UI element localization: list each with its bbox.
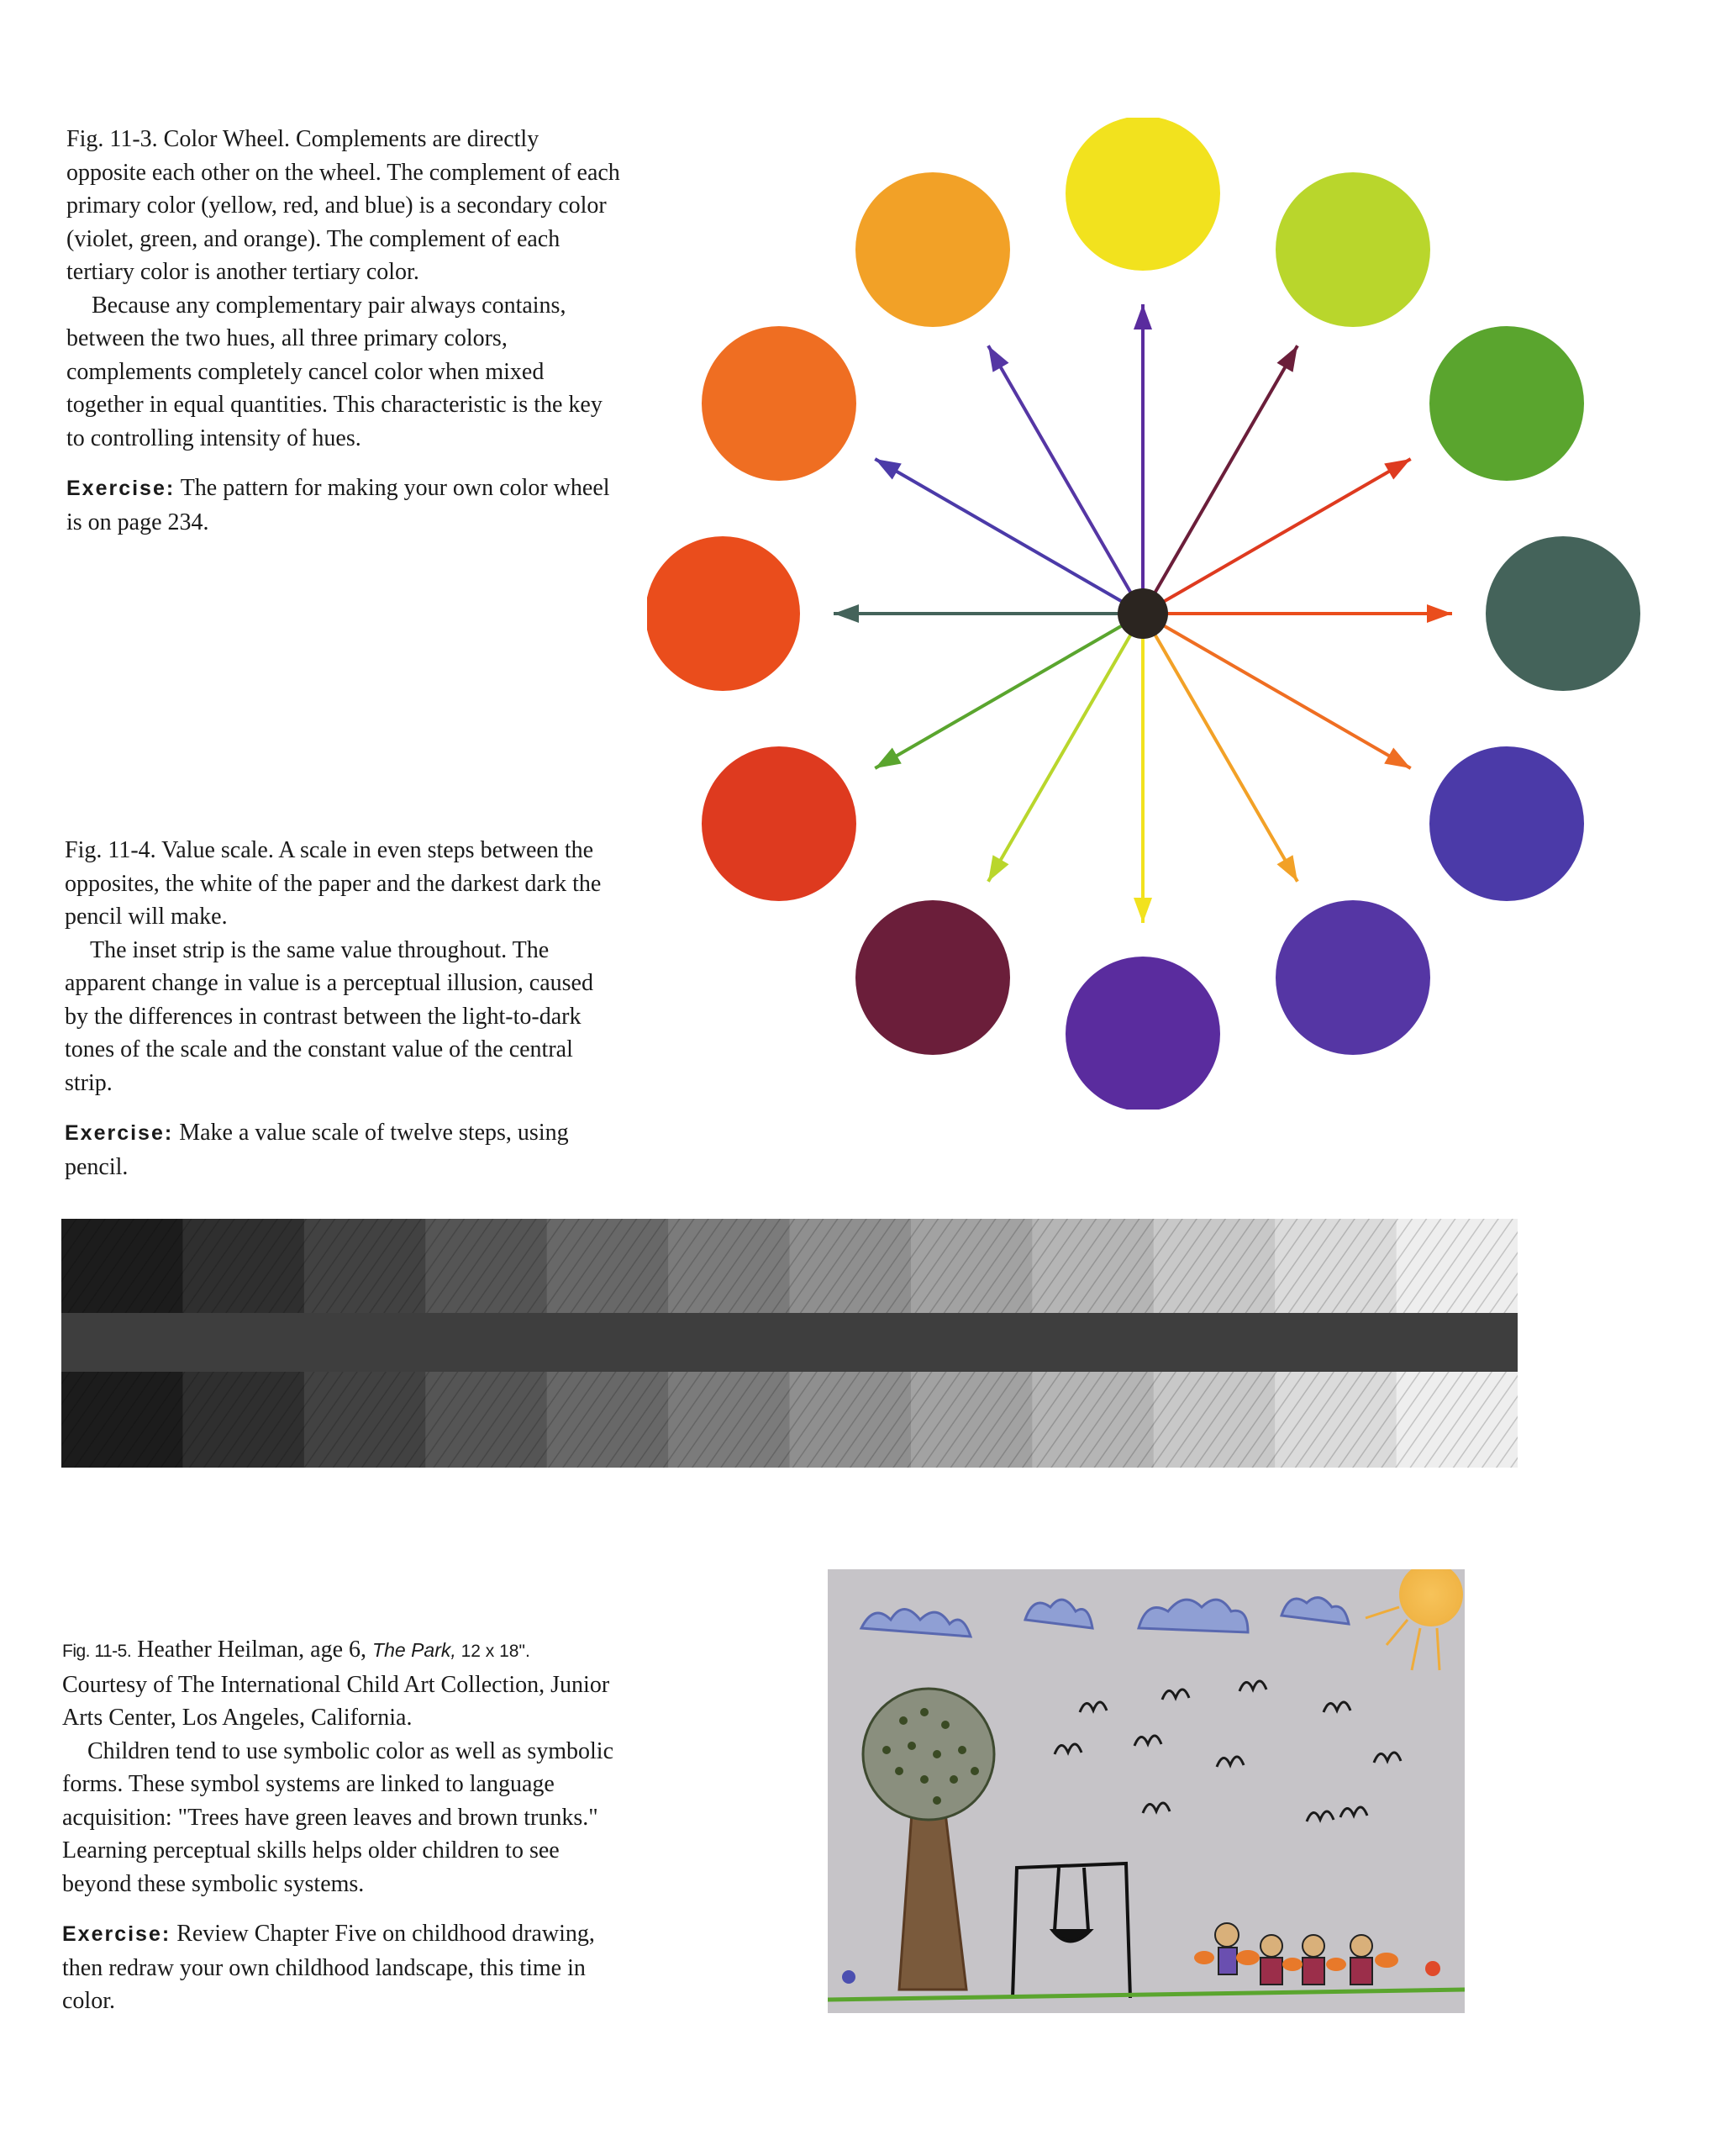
figure-label: Fig. 11-5. <box>62 1642 132 1661</box>
fig-11-3-paragraph-2: Because any complementary pair always contains, between the two hues, all three primary colors, complements completely cancel color when mixed together in equal quantities. This characteristic is the key to controlling intensity of hues. <box>66 292 603 451</box>
complement-arrow-yellow-orange <box>988 345 1143 614</box>
arrowhead-blue <box>1384 747 1410 768</box>
fig-11-3-caption <box>66 123 621 539</box>
fig-11-4-paragraph-2: The inset strip is the same value throughout. The apparent change in value is a perceptual illusion, caused by the differences in contrast between the light-to-dark tones of the scale and the constant value of the central strip. <box>65 936 593 1096</box>
artwork-dimensions: 12 x 18". <box>455 1642 530 1661</box>
fig-11-4-caption <box>65 834 619 1183</box>
hue-circle-blue <box>1429 746 1584 901</box>
artist-credit: Heather Heilman, age 6, <box>131 1637 373 1663</box>
arrowhead-red <box>875 747 901 768</box>
fig-11-5-paragraph-1 <box>62 1633 625 1668</box>
arrowhead-yellow-orange <box>988 345 1009 372</box>
hue-circle-blue-violet <box>1276 900 1430 1055</box>
hue-circle-green <box>1429 326 1584 481</box>
constant-value-inset-strip <box>61 1313 1518 1372</box>
fig-11-3-exercise <box>66 472 621 539</box>
complement-arrow-orange <box>875 459 1143 614</box>
child-drawing-the-park <box>828 1569 1465 2013</box>
complement-arrow-yellow-green <box>1143 345 1297 614</box>
arrowhead-red-violet <box>988 855 1009 881</box>
arrowhead-green <box>1384 459 1410 480</box>
value-scale-figure <box>61 1219 1518 1468</box>
arrowhead-red-orange <box>834 604 859 623</box>
fig-11-5-paragraph-2: Children tend to use symbolic color as well as symbolic forms. These symbol systems are linked to language acquisition: "Trees have green leaves and brown trunks." Learning perceptual skills helps older children to see beyond these symbolic systems. <box>62 1737 614 1897</box>
hue-circle-red-orange <box>647 536 800 691</box>
hue-circle-violet <box>1066 957 1220 1110</box>
hue-circle-red-violet <box>855 900 1010 1055</box>
fig-11-3-paragraph-1: Fig. 11-3. Color Wheel. Complements are directly opposite each other on the wheel. The complement of each primary color (yellow, red, and blue) is a secondary color (violet, green, and orange). The complement of each tertiary color is another tertiary color. <box>66 126 620 285</box>
artwork-title: The Park, <box>372 1639 456 1661</box>
complement-arrow-red-violet <box>988 614 1143 882</box>
arrowhead-yellow-green <box>1276 345 1297 372</box>
exercise-text: The pattern for making your own color wheel is on page 234. <box>66 475 610 535</box>
hue-circle-yellow <box>1066 118 1220 271</box>
exercise-text: Make a value scale of twelve steps, using pencil. <box>65 1120 569 1180</box>
fig-11-5-exercise <box>62 1917 625 2018</box>
arrowhead-orange <box>875 459 901 480</box>
complement-arrow-blue-violet <box>1143 614 1297 882</box>
arrowhead-blue-violet <box>1276 855 1297 881</box>
hue-circle-orange <box>702 326 856 481</box>
exercise-text: Review Chapter Five on childhood drawing, then redraw your own childhood landscape, this time in color. <box>62 1921 595 2014</box>
arrowhead-violet <box>1134 898 1152 923</box>
exercise-label: Exercise: <box>65 1121 174 1145</box>
exercise-label: Exercise: <box>62 1922 171 1946</box>
fig-11-5-caption <box>62 1633 625 2018</box>
arrowhead-blue-green <box>1427 604 1452 623</box>
fig-11-4-exercise <box>65 1116 619 1183</box>
complement-arrow-red <box>875 614 1143 768</box>
color-wheel-figure <box>647 118 1647 1110</box>
fig-11-5-courtesy: Courtesy of The International Child Art Collection, Junior Arts Center, Los Angeles, California. <box>62 1671 610 1731</box>
arrowhead-yellow <box>1134 304 1152 329</box>
hue-circle-red <box>702 746 856 901</box>
hue-circle-yellow-orange <box>855 172 1010 327</box>
complement-arrow-blue <box>1143 614 1411 768</box>
fig-11-4-paragraph-1: Fig. 11-4. Value scale. A scale in even steps between the opposites, the white of the paper and the darkest dark the pencil will make. <box>65 837 602 930</box>
wheel-center-hub <box>1118 588 1168 639</box>
complement-arrow-green <box>1143 459 1411 614</box>
hue-circle-yellow-green <box>1276 172 1430 327</box>
hue-circle-blue-green <box>1486 536 1640 691</box>
exercise-label: Exercise: <box>66 477 176 500</box>
